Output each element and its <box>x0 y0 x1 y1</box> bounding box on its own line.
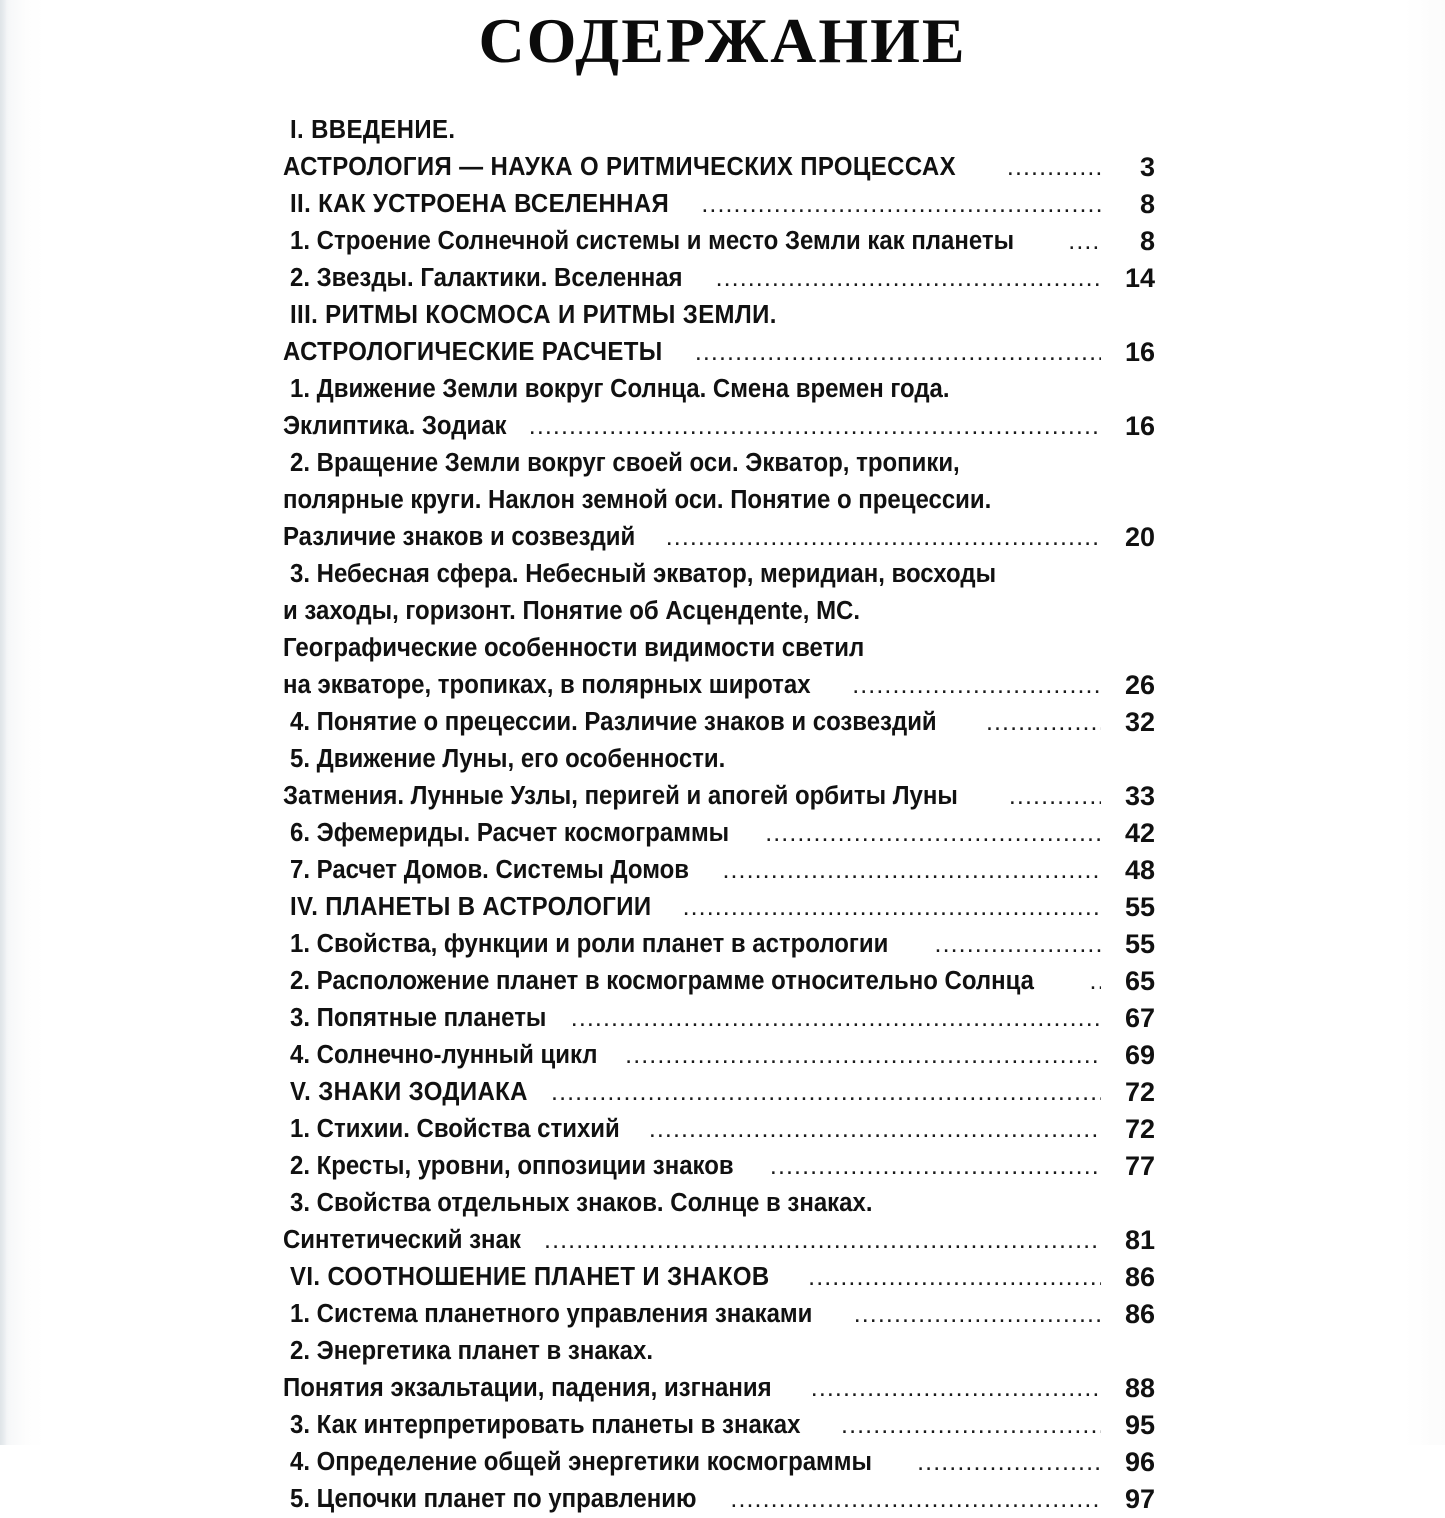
toc-section-row <box>283 334 1155 371</box>
toc-page-number: 55 <box>1124 929 1155 959</box>
toc-page-number: 16 <box>1124 411 1155 441</box>
dot-leader <box>683 889 1101 926</box>
page-title: СОДЕРЖАНИЕ <box>478 5 967 76</box>
toc-entry-label: III. РИТМЫ КОСМОСА И РИТМЫ ЗЕМЛИ. <box>290 301 777 329</box>
toc-entry-label: 6. Эфемериды. Расчет космограммы <box>290 819 730 847</box>
dot-leader <box>1007 149 1101 186</box>
toc-entry-row <box>283 1000 1155 1037</box>
dot-leader <box>701 186 1101 223</box>
toc-entry-label: 5. Цепочки планет по управлению <box>290 1485 697 1513</box>
toc-entry-label: 2. Звезды. Галактики. Вселенная <box>290 264 683 292</box>
dot-leader <box>1045 482 1101 519</box>
toc-entry-label: 3. Небесная сфера. Небесный экватор, меридиан, восходы <box>290 560 997 588</box>
dot-leader <box>1089 963 1101 1000</box>
dot-leader <box>816 297 1101 334</box>
toc-entry-label: 1. Движение Земли вокруг Солнца. Смена времен года. <box>290 375 950 403</box>
toc-section-row <box>283 186 1155 223</box>
dot-leader <box>986 704 1101 741</box>
toc-page-number: 97 <box>1124 1484 1155 1514</box>
toc-entry-row <box>283 704 1155 741</box>
toc-entry-row <box>283 593 1155 630</box>
toc-entry-label: Географические особенности видимости светил <box>283 634 865 662</box>
dot-leader <box>625 1037 1101 1074</box>
dot-leader <box>909 630 1101 667</box>
toc-page-number: 81 <box>1124 1225 1155 1255</box>
toc-page-number: 32 <box>1124 707 1155 737</box>
toc-entry-row <box>283 371 1155 408</box>
toc-entry-label: IV. ПЛАНЕТЫ В АСТРОЛОГИИ <box>290 893 652 921</box>
toc-entry-row <box>283 1444 1155 1481</box>
toc-entry-label: 2. Расположение планет в космограмме относительно Солнца <box>290 967 1034 995</box>
toc-entry-label: 5. Движение Луны, его особенности. <box>290 745 726 773</box>
toc-page-number: 96 <box>1124 1447 1155 1477</box>
toc-entry-label: Понятия экзальтации, падения, изгнания <box>283 1374 772 1402</box>
toc-entry-label: 7. Расчет Домов. Системы Домов <box>290 856 689 884</box>
toc-entry-row <box>283 223 1155 260</box>
toc-entry-row <box>283 1148 1155 1185</box>
toc-entry-row <box>283 1185 1155 1222</box>
toc-page-number: 86 <box>1124 1262 1155 1292</box>
toc-entry-row <box>283 445 1155 482</box>
toc-entry-label: 3. Свойства отдельных знаков. Солнце в знаках. <box>290 1189 873 1217</box>
toc-page-number: 3 <box>1139 152 1155 182</box>
dot-leader <box>529 408 1101 445</box>
toc-entry-label: Затмения. Лунные Узлы, перигей и апогей орбиты Луны <box>283 782 958 810</box>
toc-entry-label: полярные круги. Наклон земной оси. Понятие о прецессии. <box>283 486 992 514</box>
toc-section-row <box>283 1074 1155 1111</box>
dot-leader <box>905 593 1101 630</box>
dot-leader <box>765 815 1101 852</box>
toc-entry-row <box>283 1222 1155 1259</box>
dot-leader <box>841 1407 1101 1444</box>
toc-page-number: 26 <box>1124 670 1155 700</box>
dot-leader <box>935 926 1101 963</box>
toc-page-number: 48 <box>1124 855 1155 885</box>
toc-section-row <box>283 1259 1155 1296</box>
dot-leader <box>1010 445 1101 482</box>
toc-entry-label: 3. Как интерпретировать планеты в знаках <box>290 1411 801 1439</box>
toc-entry-row <box>283 1296 1155 1333</box>
toc-entry-label: Эклиптика. Зодиак <box>283 412 507 440</box>
dot-leader <box>761 741 1101 778</box>
toc-page-number: 8 <box>1139 189 1155 219</box>
toc-page-number: 69 <box>1124 1040 1155 1070</box>
toc-entry-row <box>283 1370 1155 1407</box>
toc-entry-label: на экваторе, тропиках, в полярных широтах <box>283 671 811 699</box>
toc-entry-label: 3. Попятные планеты <box>290 1004 547 1032</box>
toc-entry-label: II. КАК УСТРОЕНА ВСЕЛЕННАЯ <box>290 190 670 218</box>
dot-leader <box>684 1333 1101 1370</box>
dot-leader <box>666 519 1101 556</box>
toc-entry-row <box>283 852 1155 889</box>
toc-page-number: 67 <box>1124 1003 1155 1033</box>
toc-page-number: 88 <box>1124 1373 1155 1403</box>
toc-page-number: 16 <box>1124 337 1155 367</box>
toc-section-row <box>283 889 1155 926</box>
toc-entry-label: 4. Солнечно-лунный цикл <box>290 1041 598 1069</box>
toc-page-number: 77 <box>1124 1151 1155 1181</box>
toc-page-number: 95 <box>1124 1410 1155 1440</box>
toc-section-row <box>283 112 1155 149</box>
dot-leader <box>716 260 1101 297</box>
toc-page-number: 8 <box>1139 226 1155 256</box>
toc-entry-label: VI. СООТНОШЕНИЕ ПЛАНЕТ И ЗНАКОВ <box>290 1263 770 1291</box>
toc-entry-label: V. ЗНАКИ ЗОДИАКА <box>290 1078 528 1106</box>
dot-leader <box>474 112 1101 149</box>
toc-page-number: 14 <box>1124 263 1155 293</box>
dot-leader <box>1000 371 1101 408</box>
toc-entry-row <box>283 1407 1155 1444</box>
table-of-contents-list <box>283 112 1155 1518</box>
toc-entry-row <box>283 667 1155 704</box>
dot-leader <box>1009 778 1101 815</box>
dot-leader <box>770 1148 1101 1185</box>
toc-entry-row <box>283 1333 1155 1370</box>
toc-entry-row <box>283 1481 1155 1518</box>
dot-leader <box>544 1222 1101 1259</box>
toc-entry-label: 4. Определение общей энергетики космограммы <box>290 1448 872 1476</box>
toc-page-number: 72 <box>1124 1077 1155 1107</box>
toc-entry-row <box>283 741 1155 778</box>
toc-page-number: 65 <box>1124 966 1155 996</box>
dot-leader <box>551 1074 1101 1111</box>
toc-page-number: 33 <box>1124 781 1155 811</box>
toc-entry-row <box>283 1037 1155 1074</box>
dot-leader <box>852 667 1101 704</box>
toc-page-number: 72 <box>1124 1114 1155 1144</box>
toc-entry-label: 2. Вращение Земли вокруг своей оси. Экватор, тропики, <box>290 449 960 477</box>
toc-entry-label: АСТРОЛОГИЯ — НАУКА О РИТМИЧЕСКИХ ПРОЦЕССАХ <box>283 153 956 181</box>
toc-page-number: 42 <box>1124 818 1155 848</box>
toc-entry-label: 2. Энергетика планет в знаках. <box>290 1337 653 1365</box>
toc-entry-label: Синтетический знак <box>283 1226 521 1254</box>
toc-page-number: 86 <box>1124 1299 1155 1329</box>
dot-leader <box>695 334 1101 371</box>
toc-entry-label: 1. Система планетного управления знаками <box>290 1300 813 1328</box>
toc-entry-label: 1. Свойства, функции и роли планет в астрологии <box>290 930 889 958</box>
toc-entry-row <box>283 260 1155 297</box>
toc-entry-row <box>283 519 1155 556</box>
toc-entry-row <box>283 778 1155 815</box>
toc-entry-label: 1. Строение Солнечной системы и место Земли как планеты <box>290 227 1015 255</box>
toc-entry-label: 4. Понятие о прецессии. Различие знаков и созвездий <box>290 708 937 736</box>
toc-entry-label: Различие знаков и созвездий <box>283 523 636 551</box>
toc-entry-label: и заходы, горизонт. Понятие об Асцендente, МС. <box>283 597 861 625</box>
toc-entry-row <box>283 963 1155 1000</box>
dot-leader <box>722 852 1101 889</box>
toc-page-number: 55 <box>1124 892 1155 922</box>
toc-entry-row <box>283 408 1155 445</box>
dot-leader <box>1068 223 1101 260</box>
toc-entry-label: I. ВВЕДЕНИЕ. <box>290 116 456 144</box>
toc-entry-row <box>283 630 1155 667</box>
toc-entry-row <box>283 815 1155 852</box>
toc-entry-row <box>283 556 1155 593</box>
toc-section-row <box>283 149 1155 186</box>
dot-leader <box>649 1111 1101 1148</box>
dot-leader <box>811 1370 1101 1407</box>
toc-entry-row <box>283 926 1155 963</box>
toc-entry-label: АСТРОЛОГИЧЕСКИЕ РАСЧЕТЫ <box>283 338 663 366</box>
dot-leader <box>1049 556 1101 593</box>
toc-page-number: 20 <box>1124 522 1155 552</box>
toc-entry-row <box>283 1111 1155 1148</box>
toc-entry-label: 1. Стихии. Свойства стихий <box>290 1115 620 1143</box>
dot-leader <box>571 1000 1101 1037</box>
toc-entry-label: 2. Кресты, уровни, оппозиции знаков <box>290 1152 734 1180</box>
toc-section-row <box>283 297 1155 334</box>
dot-leader <box>808 1259 1101 1296</box>
dot-leader <box>854 1296 1101 1333</box>
toc-entry-row <box>283 482 1155 519</box>
dot-leader <box>918 1185 1101 1222</box>
dot-leader <box>917 1444 1101 1481</box>
dot-leader <box>730 1481 1101 1518</box>
